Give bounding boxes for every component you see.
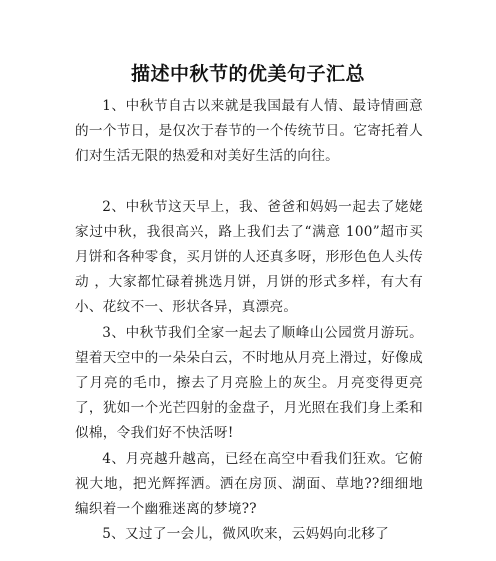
paragraph-3: 3、中秋节我们全家一起去了顺峰山公园赏月游玩。望着天空中的一朵朵白云，不时地从月亮上滑过，好像成了月亮的毛巾，擦去了月亮脸上的灰尘。月亮变得更亮了，犹如一个光芒四射的金盘子，月光照在我们身上柔和似棉，令我们好不快活呀! [75,324,423,442]
paragraph-5: 5、又过了一会儿，微风吹来，云妈妈向北移了 [102,526,390,543]
paragraph-spacer [75,170,423,195]
paragraph-2: 2、中秋节这天早上，我、爸爸和妈妈一起去了姥姥家过中秋，我很高兴，路上我们去了“满意 100”超市买月饼和各种零食，买月饼的人还真多呀，形形色色人头传动 ，大家都忙碌着挑选月饼，月饼的形式多样，有大有小、花纹不一、形状各异，真漂亮。 [75,198,423,316]
paragraph-1: 1、中秋节自古以来就是我国最有人情、最诗情画意的一个节日，是仅次于春节的一个传统节日。它寄托着人们对生活无限的热爱和对美好生活的向往。 [75,98,423,165]
paragraph-4: 4、月亮越升越高，已经在高空中看我们狂欢。它俯视大地，把光辉挥洒。洒在房顶、湖面、草地??细细地编织着一个幽雅迷离的梦境?? [75,450,423,518]
document-title: 描述中秋节的优美句子汇总 [130,63,365,85]
document-body [75,94,423,547]
